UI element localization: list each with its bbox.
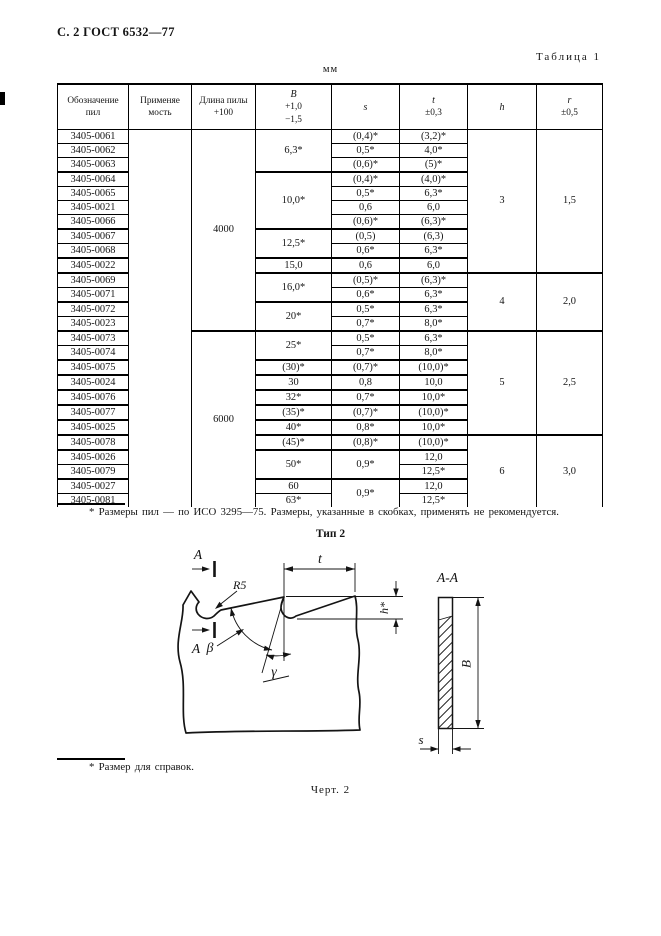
cell-radius-r: 3,0 — [537, 435, 603, 507]
cell-designation: 3405-0078 — [58, 435, 129, 450]
cell-length: 4000 — [192, 130, 256, 332]
cell-thickness-s: (0,7)* — [332, 405, 400, 420]
cell-designation: 3405-0081 — [58, 494, 129, 508]
cell-pitch-t: (10,0)* — [400, 405, 468, 420]
figure-type2-drawing — [0, 543, 661, 759]
cell-height-h: 5 — [468, 331, 537, 435]
cell-thickness-s: 0,6* — [332, 288, 400, 303]
column-header-thickness-s: s — [332, 84, 400, 130]
tooth-height-label: h* — [377, 602, 391, 614]
section-letter-top: А — [193, 547, 203, 562]
pitch-label: t — [318, 552, 322, 567]
arrowheads — [202, 566, 399, 660]
cell-designation: 3405-0071 — [58, 288, 129, 303]
footnote-rule — [57, 503, 125, 505]
scan-artifact-mark — [0, 92, 5, 105]
cell-thickness-s: 0,5* — [332, 331, 400, 346]
beta-arc — [231, 608, 272, 650]
page-header: С. 2 ГОСТ 6532—77 — [57, 25, 175, 39]
cell-pitch-t: 12,5* — [400, 494, 468, 508]
cell-thickness-s: 0,7* — [332, 390, 400, 405]
cell-designation: 3405-0079 — [58, 465, 129, 480]
face-extension-line — [262, 597, 284, 673]
cell-pitch-t: 10,0* — [400, 420, 468, 435]
cell-pitch-t: 6,3* — [400, 331, 468, 346]
cell-height-h: 3 — [468, 130, 537, 274]
blade-thickness-label: s — [418, 732, 424, 747]
cell-pitch-t: (6,3)* — [400, 215, 468, 230]
cell-pitch-t: 6,0 — [400, 258, 468, 273]
cell-pitch-t: 10,0 — [400, 375, 468, 390]
figure-footnote: * Размер для справок. — [89, 761, 194, 773]
cell-width-b: (45)* — [256, 435, 332, 450]
cell-designation: 3405-0021 — [58, 201, 129, 215]
column-header-width-b: B +1,0 −1,5 — [256, 84, 332, 130]
blade-width-label: B — [458, 660, 474, 668]
cell-thickness-s: (0,7)* — [332, 360, 400, 375]
cell-width-b: 30 — [256, 375, 332, 390]
cell-thickness-s: 0,9* — [332, 479, 400, 507]
cell-designation: 3405-0061 — [58, 130, 129, 144]
cell-thickness-s: (0,6)* — [332, 158, 400, 173]
cell-designation: 3405-0026 — [58, 450, 129, 465]
column-header-applicability: Применяе мость — [129, 84, 192, 130]
cell-width-b: 50* — [256, 450, 332, 479]
beta-angle-label: β — [206, 641, 214, 656]
cell-thickness-s: (0,5)* — [332, 273, 400, 288]
figure-footnote-rule — [57, 758, 125, 760]
cell-pitch-t: 12,0 — [400, 450, 468, 465]
cell-thickness-s: 0,9* — [332, 450, 400, 479]
cell-length: 6000 — [192, 331, 256, 507]
cell-width-b: 10,0* — [256, 172, 332, 229]
cell-width-b: 6,3* — [256, 130, 332, 173]
cell-designation: 3405-0074 — [58, 346, 129, 361]
gamma-angle-label: γ — [271, 665, 277, 680]
cell-pitch-t: 12,5* — [400, 465, 468, 480]
cell-designation: 3405-0064 — [58, 172, 129, 187]
cell-thickness-s: 0,5* — [332, 302, 400, 317]
cell-thickness-s: 0,6* — [332, 244, 400, 259]
column-header-pitch-t: t ±0,3 — [400, 84, 468, 130]
cell-thickness-s: 0,6 — [332, 258, 400, 273]
cell-width-b: 20* — [256, 302, 332, 331]
cell-thickness-s: (0,5) — [332, 229, 400, 244]
spec-table-body — [58, 130, 603, 508]
cell-designation: 3405-0076 — [58, 390, 129, 405]
radius-label: R5 — [233, 578, 247, 592]
saw-blade-outline — [178, 591, 360, 733]
cell-pitch-t: 6,3* — [400, 187, 468, 201]
cell-designation: 3405-0022 — [58, 258, 129, 273]
cell-designation: 3405-0073 — [58, 331, 129, 346]
cell-pitch-t: 8,0* — [400, 346, 468, 361]
cell-pitch-t: 6,3* — [400, 288, 468, 303]
cell-designation: 3405-0067 — [58, 229, 129, 244]
cell-radius-r: 1,5 — [537, 130, 603, 274]
cell-pitch-t: (10,0)* — [400, 435, 468, 450]
cell-thickness-s: 0,8* — [332, 420, 400, 435]
cell-height-h: 6 — [468, 435, 537, 507]
section-letter-bottom: А — [191, 641, 201, 656]
cell-designation: 3405-0065 — [58, 187, 129, 201]
cell-width-b: 16,0* — [256, 273, 332, 302]
cell-pitch-t: 6,3* — [400, 244, 468, 259]
cell-designation: 3405-0069 — [58, 273, 129, 288]
s-extension-lines — [439, 729, 453, 754]
column-header-height-h: h — [468, 84, 537, 130]
cell-thickness-s: 0,8 — [332, 375, 400, 390]
cell-width-b: (35)* — [256, 405, 332, 420]
cell-applicability — [129, 130, 192, 508]
cell-height-h: 4 — [468, 273, 537, 331]
cell-width-b: 25* — [256, 331, 332, 360]
cell-thickness-s: (0,4)* — [332, 172, 400, 187]
cell-pitch-t: 10,0* — [400, 390, 468, 405]
cell-width-b: (30)* — [256, 360, 332, 375]
cell-designation: 3405-0066 — [58, 215, 129, 230]
cell-designation: 3405-0062 — [58, 144, 129, 158]
cell-designation: 3405-0072 — [58, 302, 129, 317]
saw-spec-table — [57, 83, 603, 507]
hatching — [439, 615, 453, 746]
figure-caption: Черт. 2 — [310, 784, 351, 796]
cell-pitch-t: 6,3* — [400, 302, 468, 317]
cell-width-b: 60 — [256, 479, 332, 494]
cell-pitch-t: (4,0)* — [400, 172, 468, 187]
cell-pitch-t: (6,3)* — [400, 273, 468, 288]
column-header-designation: Обозначение пил — [58, 84, 129, 130]
cell-designation: 3405-0068 — [58, 244, 129, 259]
cell-thickness-s: 0,5* — [332, 144, 400, 158]
cell-pitch-t: (10,0)* — [400, 360, 468, 375]
cell-pitch-t: (6,3) — [400, 229, 468, 244]
cell-width-b: 32* — [256, 390, 332, 405]
cell-designation: 3405-0025 — [58, 420, 129, 435]
cell-pitch-t: 8,0* — [400, 317, 468, 332]
section-view-label: А-А — [437, 570, 458, 585]
cell-designation: 3405-0063 — [58, 158, 129, 173]
cell-thickness-s: (0,6)* — [332, 215, 400, 230]
cell-pitch-t: 6,0 — [400, 201, 468, 215]
cell-radius-r: 2,5 — [537, 331, 603, 435]
cell-thickness-s: (0,4)* — [332, 130, 400, 144]
cell-width-b: 12,5* — [256, 229, 332, 258]
cell-thickness-s: 0,7* — [332, 346, 400, 361]
cell-designation: 3405-0077 — [58, 405, 129, 420]
cell-designation: 3405-0024 — [58, 375, 129, 390]
cell-designation: 3405-0075 — [58, 360, 129, 375]
section-divider-line — [439, 616, 453, 620]
cell-pitch-t: 4,0* — [400, 144, 468, 158]
table-number-label: Таблица 1 — [535, 51, 601, 63]
cell-width-b: 40* — [256, 420, 332, 435]
cell-pitch-t: (5)* — [400, 158, 468, 173]
column-header-length: Длина пилы +100 — [192, 84, 256, 130]
column-header-radius-r: r ±0,5 — [537, 84, 603, 130]
cell-thickness-s: 0,7* — [332, 317, 400, 332]
table-row — [58, 130, 603, 144]
cell-radius-r: 2,0 — [537, 273, 603, 331]
table-header-row — [58, 84, 603, 130]
cell-width-b: 15,0 — [256, 258, 332, 273]
cell-designation: 3405-0023 — [58, 317, 129, 332]
type-title: Тип 2 — [315, 528, 346, 540]
cell-pitch-t: (3,2)* — [400, 130, 468, 144]
table-footnote: * Размеры пил — по ИСО 3295—75. Размеры, указанные в скобках, применять не рекомендуется. — [89, 506, 559, 518]
units-label: мм — [322, 64, 339, 75]
cell-pitch-t: 12,0 — [400, 479, 468, 494]
cell-width-b: 63* — [256, 494, 332, 508]
cell-thickness-s: (0,8)* — [332, 435, 400, 450]
cell-thickness-s: 0,6 — [332, 201, 400, 215]
cell-thickness-s: 0,5* — [332, 187, 400, 201]
cell-designation: 3405-0027 — [58, 479, 129, 494]
